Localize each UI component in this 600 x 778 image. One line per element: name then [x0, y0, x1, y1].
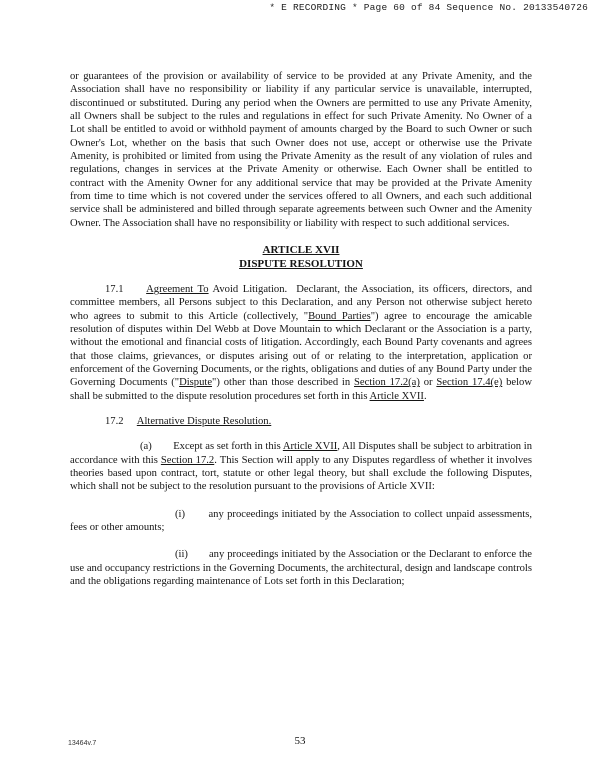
- clause-ii: [70, 548, 532, 588]
- paragraph-amenity-services: or guarantees of the provision or availability of service to be provided at any Private Amenity, and the Association shall have no responsibility or liability if any particular service is unavailable, interrupted, discontinued or substituted. During any period when the Owners are permitted to use any Private Amenity, all Owners shall be subject to the rules and regulations in effect for such Private Amenity. No Owner of a Lot shall be entitled to avoid or withhold payment of amounts charged by the Board to such Owner or such Owner's Lot, whether on the basis that such Owner does not use, accept or otherwise use the Private Amenity, is prohibited or limited from using the Private Amenity as the result of any violation of rules and regulations, changes in services at the Private Amenity or otherwise. Each Owner shall be entitled to contract with the Amenity Owner for any additional service that may be provided at the Private Amenity from time to time which is not covered under the services offered to all Owners, and each such additional service shall be administered and billed through separate agreements between such Owner and the Amenity Owner. The Association shall have no responsibility or liability with respect to such additional services.: [70, 71, 532, 229]
- subsection-text: . This Section will apply to any Disputes regardless of whether it involves theories based upon contract, tort, statute or other legal theory, but shall exclude the following Disputes, which shall not be subject to the resolution pursuant to the provisions of Article XVII:: [70, 454, 533, 493]
- clause-label: (i): [175, 508, 185, 520]
- cross-reference: Article XVII: [282, 441, 338, 453]
- clause-i: [70, 508, 532, 535]
- cross-reference: Section 17.2(a): [354, 377, 420, 389]
- section-17-2: [70, 415, 532, 428]
- cross-reference: Section 17.2: [160, 454, 215, 466]
- section-text: .: [423, 390, 427, 402]
- section-17-1: [70, 283, 532, 403]
- article-number: ARTICLE XVII: [262, 244, 340, 257]
- section-heading-cont: Avoid Litigation.: [212, 283, 288, 295]
- page-number: 53: [294, 735, 306, 747]
- defined-term-bound-parties: Bound Parties: [308, 310, 371, 322]
- article-title: DISPUTE RESOLUTION: [239, 257, 363, 270]
- recording-stamp: * E RECORDING * Page 60 of 84 Sequence No. 20133540726: [269, 2, 588, 13]
- subsection-a: [70, 440, 532, 493]
- defined-term-dispute: Dispute: [179, 377, 213, 389]
- section-number: 17.1: [105, 283, 124, 295]
- section-text: ") agree to encourage the amicable resolution of disputes within Del Webb at Dove Mountain to which Declarant or the Association is a party, without the emotional and financial costs of litigation. Accordingly, each Bound Party covenants and agrees that those claims, grievances, or disputes arising out of or relating to the interpretation, application or enforcement of the Governing Documents, or the rights, obligations and duties of any Bound Party under the Governing Documents (": [70, 310, 532, 389]
- clause-text: any proceedings initiated by the Association or the Declarant to enforce the use and occupancy restrictions in the Governing Documents, the architectural, design and landscape controls and the obligations regarding maintenance of Lots set forth in this Declaration;: [70, 549, 532, 588]
- subsection-text: , All Disputes shall be subject to arbitration in accordance with this: [70, 441, 533, 466]
- section-heading: Agreement To: [146, 283, 209, 295]
- document-body: [70, 70, 532, 588]
- clause-label: (ii): [175, 549, 188, 561]
- cross-reference: Section 17.4(e): [436, 377, 503, 389]
- section-text: or: [419, 377, 437, 389]
- section-text: ") other than those described in: [212, 377, 354, 389]
- section-text: Declarant, the Association, its officers, directors, and committee members, all Persons subject to this Declaration, and any Person not otherwise subject hereto who agrees to submit to this Article (collectively, ": [70, 283, 533, 322]
- section-text: below shall be submitted to the dispute resolution procedures set forth in this: [70, 377, 532, 402]
- subsection-label: (a): [140, 441, 152, 453]
- document-code: 13464v.7: [68, 740, 97, 747]
- clause-text: any proceedings initiated by the Association to collect unpaid assessments, fees or other amounts;: [70, 508, 532, 534]
- cross-reference: Article XVII: [369, 390, 424, 402]
- section-number: 17.2: [105, 416, 124, 428]
- section-heading: Alternative Dispute Resolution.: [136, 416, 272, 428]
- subsection-text: Except as set forth in this: [173, 441, 283, 453]
